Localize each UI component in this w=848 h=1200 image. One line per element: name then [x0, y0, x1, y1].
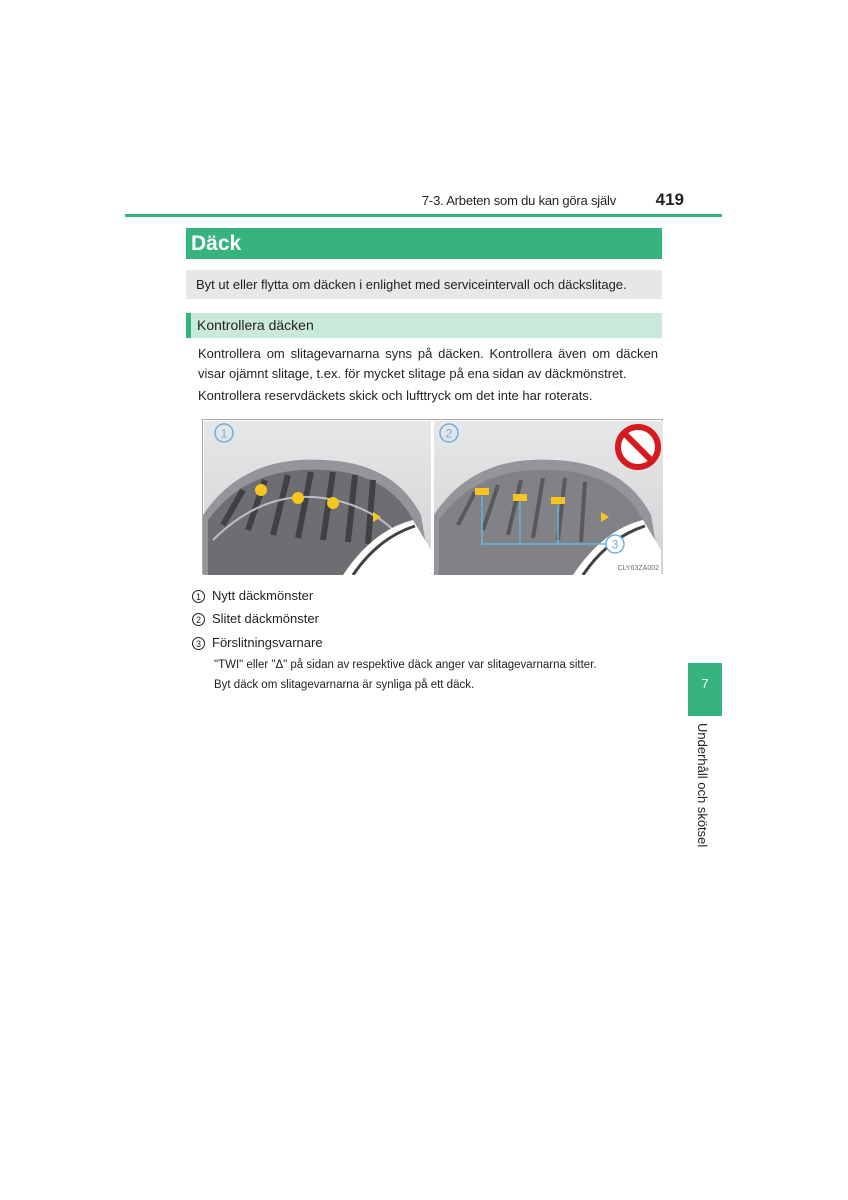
running-header: 7-3. Arbeten som du kan göra själv — [421, 193, 616, 208]
no-sign-icon — [618, 427, 658, 467]
note-replace: Byt däck om slitagevarnarna är synliga på ett däck. — [214, 679, 475, 691]
page-number: 419 — [655, 190, 684, 209]
legend-label: Slitet däckmönster — [212, 611, 319, 626]
panel-label-2-text: 2 — [445, 426, 453, 441]
subsection-title: Kontrollera däcken — [197, 317, 314, 333]
legend-item-indicator — [192, 634, 323, 652]
figure-code: CLY63ZA002 — [617, 565, 659, 572]
tire-illustration-svg — [203, 420, 664, 575]
legend-item-new — [192, 587, 313, 605]
legend-num: 1 — [192, 590, 205, 603]
intro-text: Byt ut eller flytta om däcken i enlighet med serviceintervall och däckslitage. — [196, 277, 627, 292]
legend-label: Nytt däckmönster — [212, 588, 314, 603]
paragraph-spare-tire: Kontrollera reservdäckets skick och lufttryck om det inte har roterats. — [198, 388, 593, 403]
note-twi: "TWI" eller "Δ" på sidan av respektive däck anger var slitagevarnarna sitter. — [214, 659, 597, 671]
section-title-bar — [186, 228, 662, 259]
legend-num: 3 — [192, 637, 205, 650]
panel-label-1-text: 1 — [220, 426, 228, 441]
chapter-number: 7 — [701, 676, 709, 691]
callout-3 — [606, 535, 624, 553]
legend-num: 2 — [192, 613, 205, 626]
tire-illustration — [202, 419, 663, 574]
header-rule — [125, 214, 722, 217]
section-title: Däck — [191, 232, 242, 255]
subsection-accent — [186, 313, 191, 338]
legend-label: Förslitningsvarnare — [212, 635, 323, 650]
callout-3-text: 3 — [611, 537, 619, 552]
chapter-label: Underhåll och skötsel — [695, 723, 710, 848]
paragraph-check-wear: Kontrollera om slitagevarnarna syns på däcken. Kontrollera även om däcken visar ojämnt slitage, t.ex. för mycket slitage på ena sidan av däckmönstret. — [198, 346, 658, 381]
legend-item-worn — [192, 610, 319, 628]
